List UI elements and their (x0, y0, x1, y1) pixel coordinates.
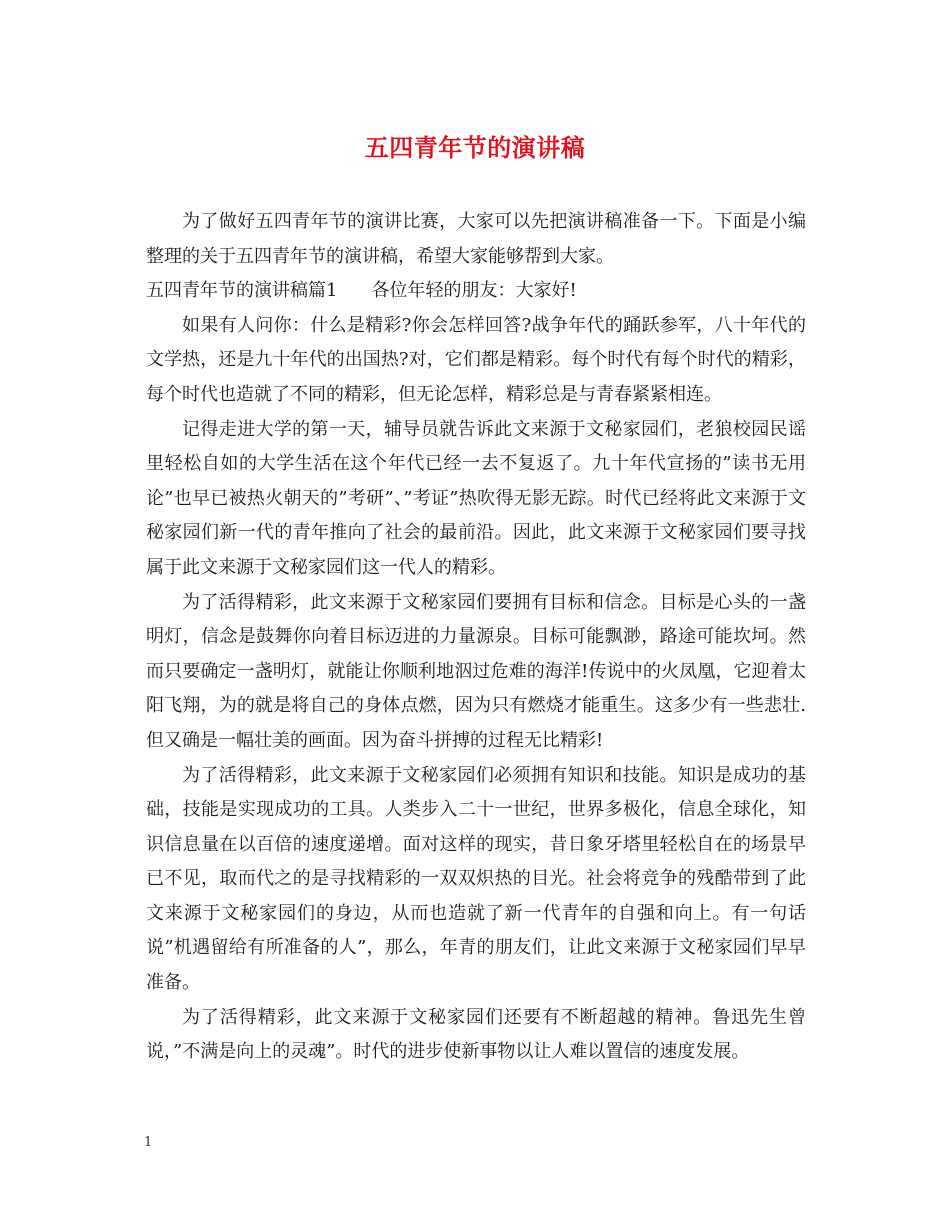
body-paragraph: 为了活得精彩，此文来源于文秘家园们还要有不断超越的精神。鲁迅先生曾说，”不满是向上的灵魂”。时代的进步使新事物以让人难以置信的速度发展。 (146, 1006, 806, 1063)
document-body (146, 205, 806, 1070)
section-heading: 五四青年节的演讲稿篇1 (146, 280, 338, 302)
body-paragraph: 如果有人问你：什么是精彩?你会怎样回答?战争年代的踊跃参军，八十年代的文学热，还是九十年代的出国热?对，它们都是精彩。每个时代有每个时代的精彩，每个时代也造就了不同的精彩，但无论怎样，精彩总是与青春紧紧相连。 (146, 314, 806, 405)
body-paragraph: 为了活得精彩，此文来源于文秘家园们必须拥有知识和技能。知识是成功的基础，技能是实现成功的工具。人类步入二十一世纪，世界多极化，信息全球化，知识信息量在以百倍的速度递增。面对这样的现实，昔日象牙塔里轻松自在的场景早已不见，取而代之的是寻找精彩的一双双炽热的目光。社会将竞争的残酷带到了此文来源于文秘家园们的身边，从而也造就了新一代青年的自强和向上。有一句话说”机遇留给有所准备的人”，那么，年青的朋友们，让此文来源于文秘家园们早早准备。 (146, 764, 806, 994)
intro-paragraph: 为了做好五四青年节的演讲比赛，大家可以先把演讲稿准备一下。下面是小编整理的关于五四青年节的演讲稿，希望大家能够帮到大家。 (146, 211, 806, 267)
greeting: 各位年轻的朋友：大家好! (371, 280, 577, 302)
body-paragraph: 记得走进大学的第一天，辅导员就告诉此文来源于文秘家园们，老狼校园民谣里轻松自如的大学生活在这个年代已经一去不复返了。九十年代宣扬的”读书无用论”也早已被热火朝天的”考研”、”考证”热吹得无影无踪。时代已经将此文来源于文秘家园们新一代的青年推向了社会的最前沿。因此，此文来源于文秘家园们要寻找属于此文来源于文秘家园们这一代人的精彩。 (146, 418, 806, 578)
page-number: 1 (144, 1135, 153, 1150)
document-title: 五四青年节的演讲稿 (364, 133, 586, 162)
body-paragraph: 为了活得精彩，此文来源于文秘家园们要拥有目标和信念。目标是心头的一盏明灯，信念是鼓舞你向着目标迈进的力量源泉。目标可能飘渺，路途可能坎坷。然而只要确定一盏明灯，就能让你顺利地泅过危难的海洋!传说中的火凤凰，它迎着太阳飞翔，为的就是将自己的身体点燃，因为只有燃烧才能重生。这多少有一些悲壮.但又确是一幅壮美的画面。因为奋斗拼搏的过程无比精彩! (146, 591, 806, 751)
section-heading-line (146, 274, 806, 309)
